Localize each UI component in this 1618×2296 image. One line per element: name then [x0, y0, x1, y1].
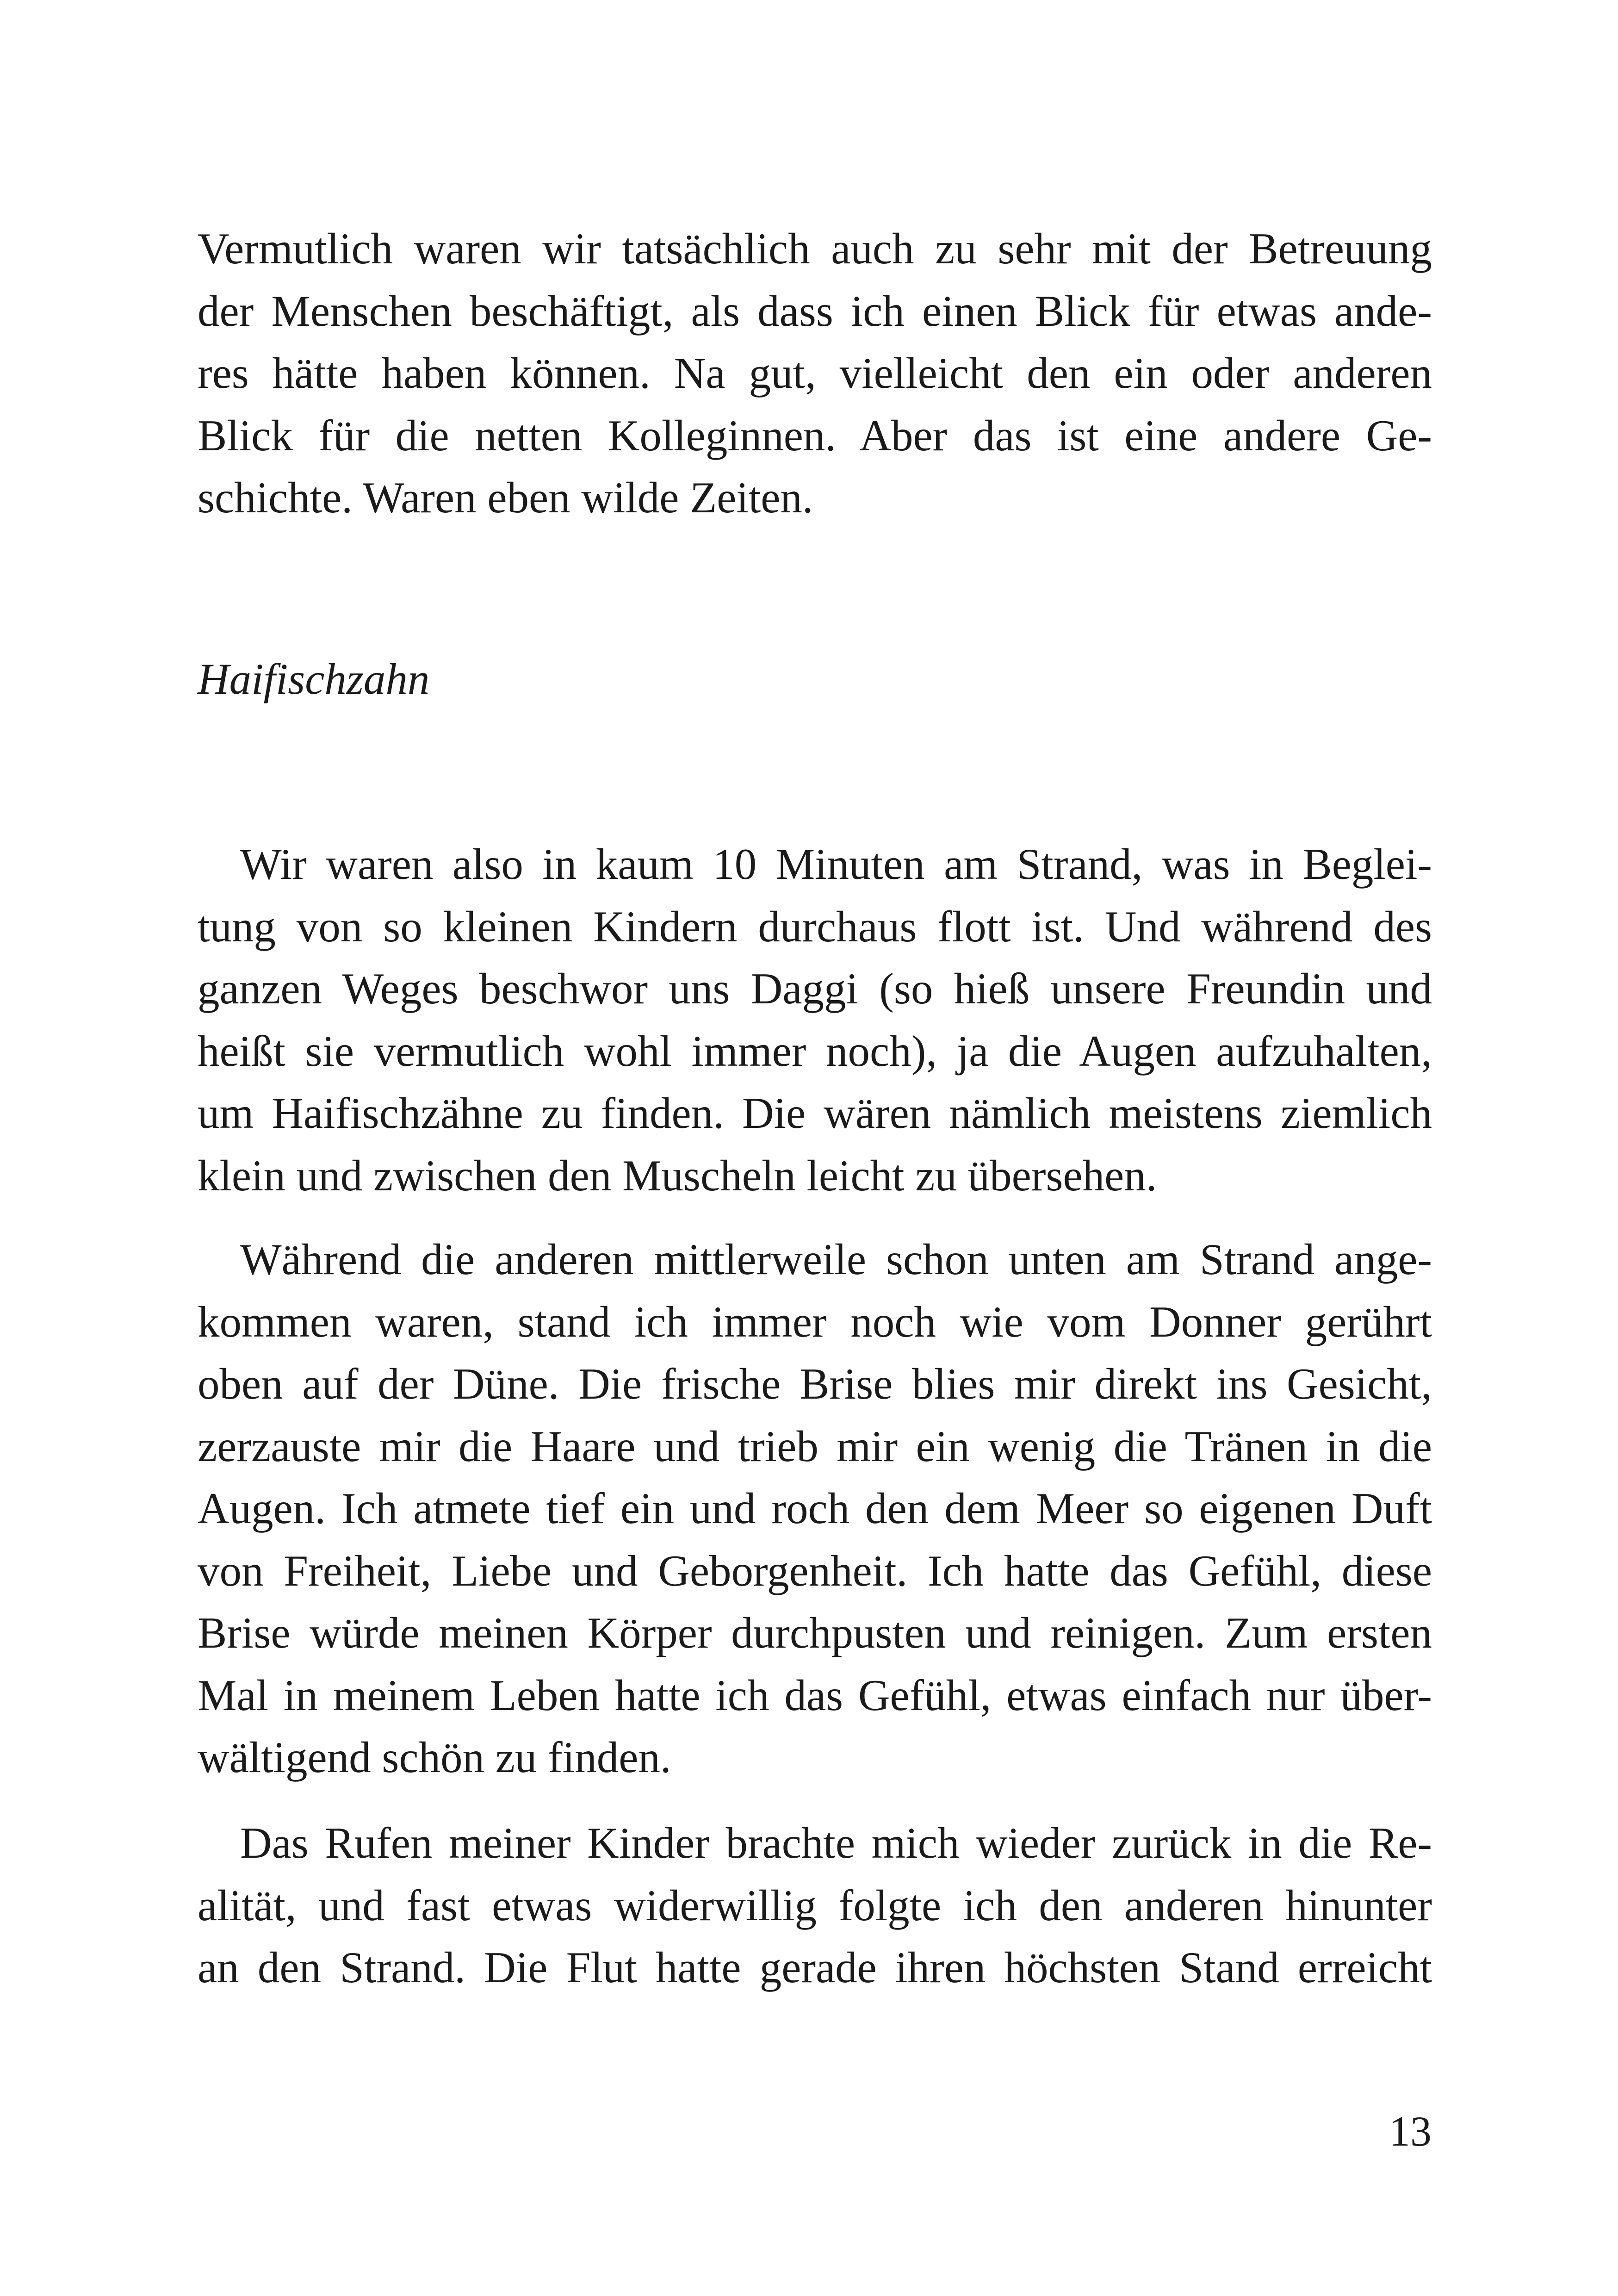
- text-line: an den Strand. Die Flut hatte gerade ihren höchsten Stand erreicht: [198, 1943, 1432, 1992]
- text-line: wältigend schön zu finden.: [198, 1733, 671, 1782]
- text-line: Während die anderen mittlerweile schon unten am Strand ange-: [240, 1235, 1432, 1284]
- paragraph-beach-arrival: [198, 833, 1432, 1207]
- text-line: kommen waren, stand ich immer noch wie vom Donner gerührt: [198, 1297, 1432, 1346]
- text-line: Augen. Ich atmete tief ein und roch den dem Meer so eigenen Duft: [198, 1484, 1432, 1533]
- paragraph-children-calling: [198, 1812, 1432, 1999]
- text-line: der Menschen beschäftigt, als dass ich einen Blick für etwas ande-: [198, 286, 1432, 336]
- text-line: res hätte haben können. Na gut, vielleicht den ein oder anderen: [198, 348, 1432, 398]
- text-line: Blick für die netten Kolleginnen. Aber das ist eine andere Ge-: [198, 411, 1432, 460]
- text-line: ganzen Weges beschwor uns Daggi (so hieß unsere Freundin und: [198, 964, 1432, 1013]
- text-line: oben auf der Düne. Die frische Brise blies mir direkt ins Gesicht,: [198, 1359, 1432, 1408]
- paragraph-intro: [198, 218, 1432, 529]
- text-line: Mal in meinem Leben hatte ich das Gefühl, etwas einfach nur über-: [198, 1670, 1432, 1720]
- text-line: schichte. Waren eben wilde Zeiten.: [198, 473, 813, 522]
- text-line: Wir waren also in kaum 10 Minuten am Strand, was in Beglei-: [240, 840, 1432, 889]
- text-line: von Freiheit, Liebe und Geborgenheit. Ich hatte das Gefühl, diese: [198, 1546, 1432, 1595]
- section-heading: Haifischzahn: [198, 654, 430, 703]
- text-line: heißt sie vermutlich wohl immer noch), ja die Augen aufzuhalten,: [198, 1026, 1432, 1076]
- text-line: Vermutlich waren wir tatsächlich auch zu sehr mit der Betreuung: [198, 224, 1432, 273]
- text-line: Brise würde meinen Körper durchpusten und reinigen. Zum ersten: [198, 1608, 1432, 1657]
- text-line: klein und zwischen den Muscheln leicht zu übersehen.: [198, 1151, 1157, 1200]
- text-line: um Haifischzähne zu finden. Die wären nämlich meistens ziemlich: [198, 1089, 1432, 1138]
- text-line: Das Rufen meiner Kinder brachte mich wieder zurück in die Re-: [240, 1818, 1432, 1867]
- text-line: tung von so kleinen Kindern durchaus flott ist. Und während des: [198, 902, 1432, 951]
- paragraph-dune: [198, 1228, 1432, 1789]
- page-number: 13: [1389, 2108, 1432, 2155]
- text-line: alität, und fast etwas widerwillig folgte ich den anderen hinunter: [198, 1880, 1432, 1930]
- text-line: zerzauste mir die Haare und trieb mir ein wenig die Tränen in die: [198, 1421, 1432, 1471]
